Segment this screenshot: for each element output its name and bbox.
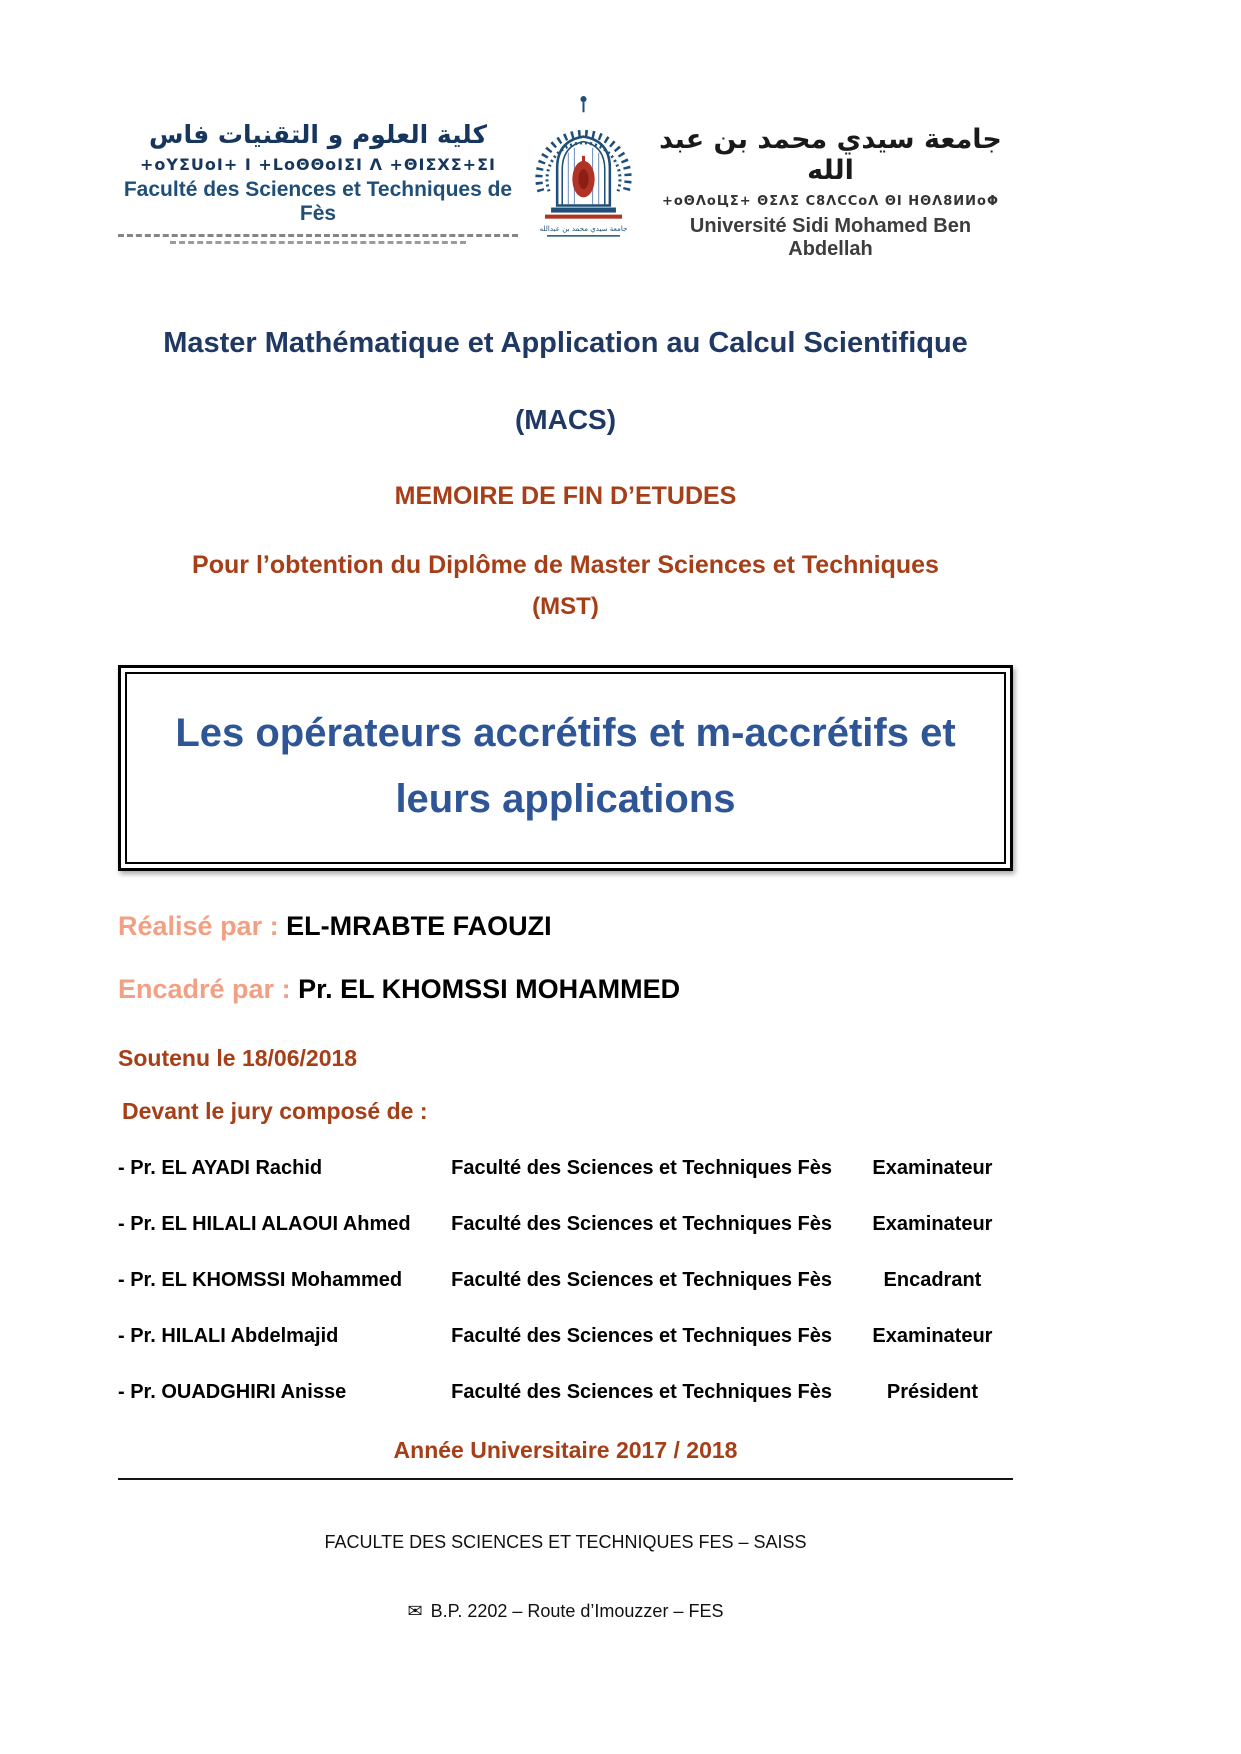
jury-member-name: - Pr. OUADGHIRI Anisse <box>118 1381 347 1403</box>
jury-row <box>118 1325 1013 1348</box>
university-name-tifinagh: +oΘΛoЦΣ+ ΘΣΛΣ C8ΛCCoΛ ΘI ΗΘΛ8ИИoΦ <box>661 194 1000 209</box>
jury-member-affiliation: Faculté des Sciences et Techniques Fès <box>451 1157 833 1179</box>
footer-faculty-line: FACULTE DES SCIENCES ET TECHNIQUES FES – SAISS <box>324 1532 807 1552</box>
jury-row <box>118 1381 1013 1404</box>
jury-intro: Devant le jury composé de : <box>122 1098 428 1124</box>
program-title: Master Mathématique et Application au Calcul Scientifique <box>163 327 968 359</box>
defense-date: Soutenu le 18/06/2018 <box>118 1045 358 1071</box>
jury-member-name: - Pr. HILALI Abdelmajid <box>118 1325 339 1347</box>
jury-member-role: Examinateur <box>872 1157 993 1179</box>
jury-row <box>118 1269 1013 1292</box>
jury-member-name: - Pr. EL AYADI Rachid <box>118 1157 323 1179</box>
thesis-title-line2: leurs applications <box>395 777 736 821</box>
jury-row <box>118 1157 1013 1180</box>
thesis-title-box <box>118 665 1013 871</box>
jury-table <box>118 1157 1013 1404</box>
jury-member-affiliation: Faculté des Sciences et Techniques Fès <box>451 1381 833 1403</box>
thesis-title-line1: Les opérateurs accrétifs et m-accrétifs et <box>175 711 956 755</box>
jury-member-affiliation: Faculté des Sciences et Techniques Fès <box>451 1213 833 1235</box>
footer-address-text: B.P. 2202 – Route d’Imouzzer – FES <box>430 1601 724 1621</box>
jury-member-role: Examinateur <box>872 1325 993 1347</box>
academic-year: Année Universitaire 2017 / 2018 <box>393 1437 738 1463</box>
author-label: Réalisé par : <box>118 911 279 941</box>
decorative-dashed-line <box>170 241 466 244</box>
header-left-faculty <box>118 92 518 244</box>
faculty-name-tifinagh: +oYΣUoI+ I +LoΘΘoIΣI Λ +ΘIΣXΣ+ΣI <box>140 155 496 174</box>
faculty-name-arabic: كلية العلوم و التقنيات فاس <box>148 120 488 149</box>
thesis-title-box-inner <box>125 672 1006 864</box>
header-right-university <box>648 92 1013 261</box>
supervisor-name: Pr. EL KHOMSSI MOHAMMED <box>298 974 681 1004</box>
faculty-name-french: Faculté des Sciences et Techniques de Fès <box>123 178 513 225</box>
header <box>118 92 1013 261</box>
supervisor-label: Encadré par : <box>118 974 291 1004</box>
jury-member-role: Président <box>886 1381 979 1403</box>
jury-member-affiliation: Faculté des Sciences et Techniques Fès <box>451 1269 833 1291</box>
jury-member-name: - Pr. EL KHOMSSI Mohammed <box>118 1269 403 1291</box>
footer-divider <box>118 1478 1013 1480</box>
author-name: EL-MRABTE FAOUZI <box>286 911 552 941</box>
diploma-line: Pour l’obtention du Diplôme de Master Sciences et Techniques <box>192 551 939 579</box>
jury-member-role: Examinateur <box>872 1213 993 1235</box>
decorative-dashed-line <box>118 234 518 237</box>
jury-row <box>118 1213 1013 1236</box>
program-abbreviation: (MACS) <box>514 404 617 435</box>
university-name-french: Université Sidi Mohamed Ben Abdellah <box>689 215 972 260</box>
university-name-arabic: جامعة سيدي محمد بن عبد الله <box>659 124 1002 186</box>
university-logo-icon <box>526 92 641 249</box>
envelope-icon: ✉ <box>407 1601 423 1622</box>
jury-member-role: Encadrant <box>883 1269 982 1291</box>
footer-address-line <box>118 1601 1013 1622</box>
diploma-abbreviation: (MST) <box>532 593 599 620</box>
jury-member-name: - Pr. EL HILALI ALAOUI Ahmed <box>118 1213 411 1235</box>
supervisor-line <box>118 974 1013 1005</box>
jury-member-affiliation: Faculté des Sciences et Techniques Fès <box>451 1325 833 1347</box>
svg-text:جامعة سيدي محمد بن عبدالله: جامعة سيدي محمد بن عبدالله <box>539 223 627 233</box>
memoire-heading: MEMOIRE DE FIN D’ETUDES <box>394 482 737 510</box>
author-line <box>118 911 1013 942</box>
